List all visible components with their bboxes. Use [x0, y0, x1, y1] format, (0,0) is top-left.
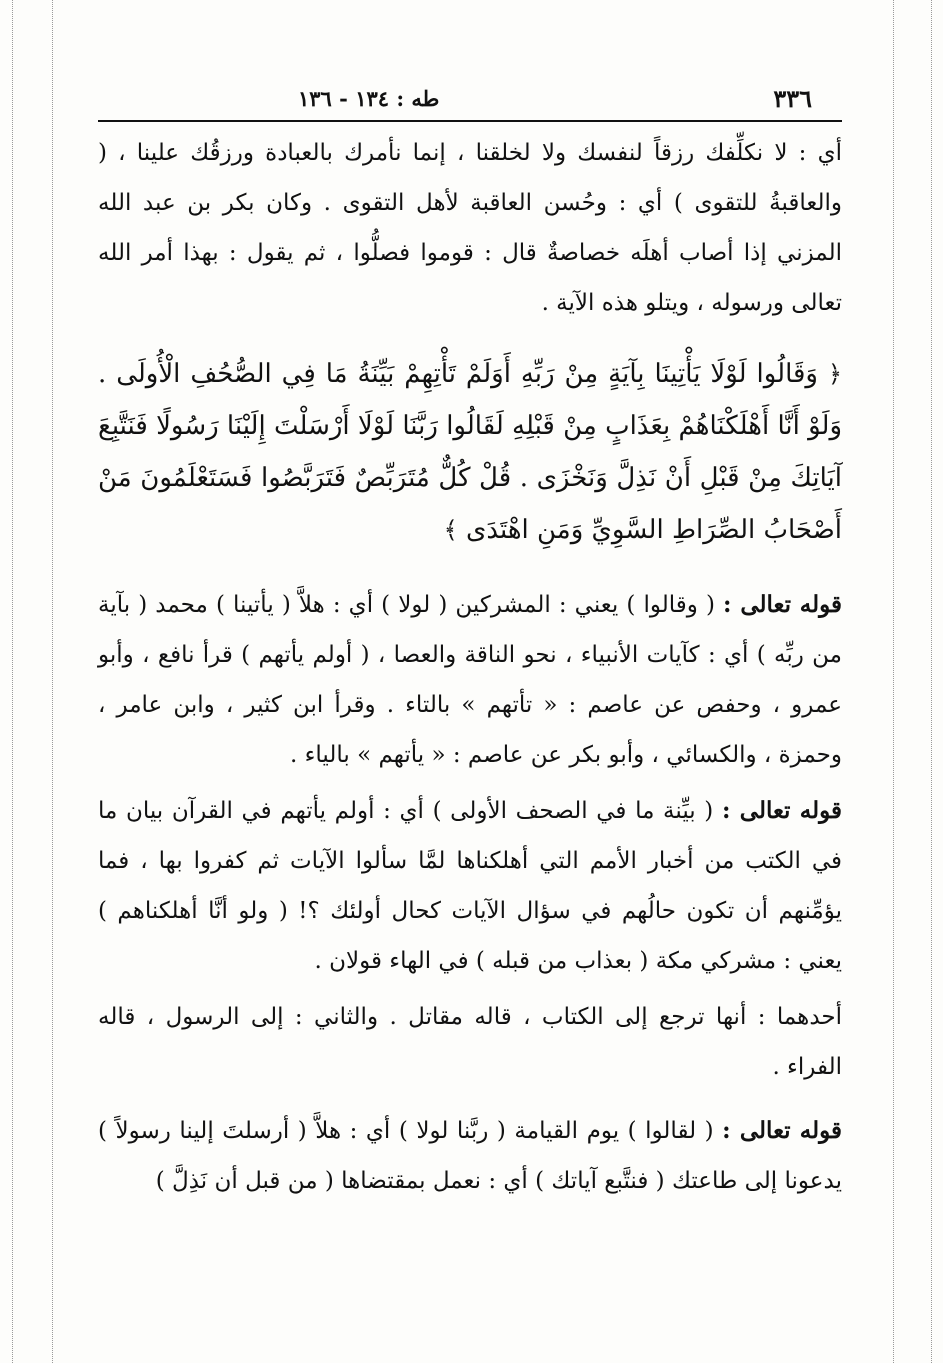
verse-close-bracket: ﴾: [443, 516, 458, 544]
commentary-paragraph: [98, 786, 842, 986]
running-head: طه : ١٣٤ - ١٣٦: [298, 86, 440, 111]
intro-paragraph: أي : لا نكلِّفك رزقاً لنفسك ولا لخلقنا ، إنما نأمرك بالعبادة ورزقُك علينا ، ( والعاقبةُ للتقوى ) أي : وحُسن العاقبة لأهل التقوى . وكان بكر بن عبد الله المزني إذا أصاب أهلَه خصاصةٌ قال : قوموا فصلُّوا ، ثم يقول : بهذا أمر الله تعالى ورسوله ، ويتلو هذه الآية .: [98, 140, 842, 316]
margin-dotted-line-left-inner: [52, 0, 53, 1363]
commentary-lead: قوله تعالى :: [722, 1117, 843, 1144]
page-header: [98, 80, 842, 122]
commentary-paragraph: [98, 580, 842, 780]
commentary-text: أحدهما : أنها ترجع إلى الكتاب ، قاله مقاتل . والثاني : إلى الرسول ، قاله الفراء .: [98, 1004, 842, 1080]
page-body: [98, 126, 842, 1206]
margin-dotted-line-left-outer: [12, 0, 13, 1363]
margin-dotted-line-right-outer: [931, 0, 932, 1363]
commentary-lead: قوله تعالى :: [721, 797, 843, 824]
commentary-text: ( لقالوا ) يوم القيامة ( ربَّنا لولا ) أي : هلاَّ ( أرسلتَ إلينا رسولاً ) يدعونا إلى طاعتك ( فنتَّبع آياتك ) أي : نعمل بمقتضاها ( من قبل أن نَذِلَّ ): [98, 1118, 842, 1194]
page-number: ٣٣٦: [773, 84, 812, 113]
commentary-paragraph: [98, 992, 842, 1092]
commentary-text: ( بيِّنة ما في الصحف الأولى ) أي : أولم يأتهم في القرآن بيان ما في الكتب من أخبار الأمم التي أهلكناها لمَّا سألوا الآيات ثم كفروا بها ، فما يؤمِّنهم أن تكون حالُهم في سؤال الآيات كحال أولئك ؟! ( ولو أنَّا أهلكناهم ) يعني : مشركي مكة ( بعذاب من قبله ) في الهاء قولان .: [98, 798, 842, 974]
commentary-paragraph: [98, 1106, 842, 1206]
quran-verse: [98, 348, 842, 556]
margin-dotted-line-right-inner: [893, 0, 894, 1363]
commentary-text: ( وقالوا ) يعني : المشركين ( لولا ) أي : هلاَّ ( يأتينا ) محمد ( بآية من ربِّه ) أي : كآيات الأنبياء ، نحو الناقة والعصا ، ( أولم يأتهم ) قرأ نافع ، وأبو عمرو ، وحفص عن عاصم : « تأتهم » بالتاء . وقرأ ابن كثير ، وابن عامر ، وحمزة ، والكسائي ، وأبو بكر عن عاصم : « يأتهم » بالياء .: [98, 592, 842, 768]
verse-text: وَقَالُوا لَوْلَا يَأْتِينَا بِآيَةٍ مِنْ رَبِّهِ أَوَلَمْ تَأْتِهِمْ بَيِّنَةُ مَا فِي الصُّحُفِ الْأُولَى . وَلَوْ أَنَّا أَهْلَكْنَاهُمْ بِعَذَابٍ مِنْ قَبْلِهِ لَقَالُوا رَبَّنَا لَوْلَا أَرْسَلْتَ إِلَيْنَا رَسُولًا فَنَتَّبِعَ آيَاتِكَ مِنْ قَبْلِ أَنْ نَذِلَّ وَنَخْزَى . قُلْ كُلٌّ مُتَرَبِّصٌ فَتَرَبَّصُوا فَسَتَعْلَمُونَ مَنْ أَصْحَابُ الصِّرَاطِ السَّوِيِّ وَمَنِ اهْتَدَى: [98, 359, 842, 545]
verse-open-bracket: ﴿: [827, 360, 842, 388]
commentary-lead: قوله تعالى :: [723, 591, 843, 618]
